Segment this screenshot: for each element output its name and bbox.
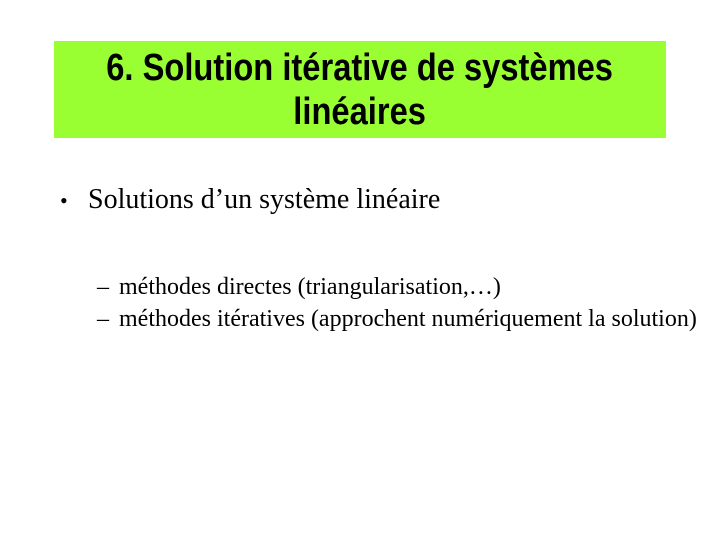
- sub-bullet-item: [97, 271, 697, 303]
- dash-icon: –: [97, 306, 109, 332]
- slide-title-line-2: linéaires: [293, 90, 427, 133]
- bullet-text: Solutions d’un système linéaire: [88, 184, 441, 215]
- slide-title: [107, 46, 614, 134]
- bullet-list: [60, 178, 700, 223]
- title-box: [54, 41, 666, 138]
- sub-bullet-text: méthodes itératives (approchent numériquement la solution): [119, 306, 697, 332]
- bullet-item: [60, 178, 700, 223]
- dash-icon: –: [97, 274, 109, 300]
- slide-title-line-1: 6. Solution itérative de systèmes: [106, 46, 614, 89]
- bullet-icon: •: [60, 188, 68, 213]
- sub-bullet-text: méthodes directes (triangularisation,…): [119, 274, 501, 300]
- sub-bullet-item: [97, 303, 697, 335]
- sub-bullet-list: [97, 271, 697, 335]
